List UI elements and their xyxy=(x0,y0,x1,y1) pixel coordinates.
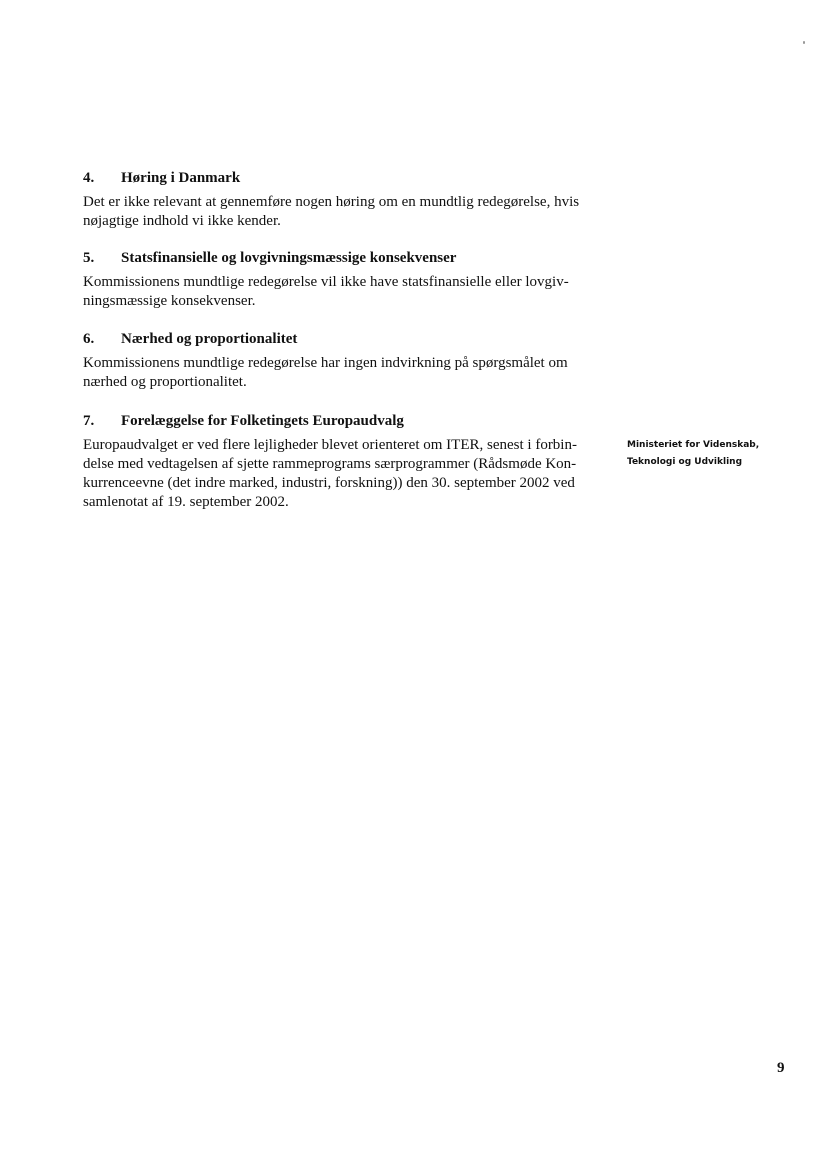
scan-speck xyxy=(803,41,805,44)
section-europaudvalg xyxy=(83,412,593,512)
section-number: 7. xyxy=(83,413,95,429)
section-hoering xyxy=(83,169,593,231)
section-heading xyxy=(83,412,593,430)
ministry-sidebar xyxy=(627,437,797,471)
section-title: Nærhed og proportionalitet xyxy=(121,331,298,347)
section-title: Forelæggelse for Folketingets Europaudvalg xyxy=(121,413,404,429)
section-number: 6. xyxy=(83,331,95,347)
section-body: Kommissionens mundtlige redegørelse har ingen indvirkning på spørgsmålet om nærhed og proportionalitet. xyxy=(83,355,568,390)
section-konsekvenser xyxy=(83,249,593,311)
section-naerhed xyxy=(83,330,593,392)
page-number: 9 xyxy=(777,1060,785,1076)
section-heading xyxy=(83,169,593,187)
section-number: 4. xyxy=(83,170,95,186)
section-number: 5. xyxy=(83,250,95,266)
section-heading xyxy=(83,249,593,267)
section-title: Høring i Danmark xyxy=(121,170,241,186)
ministry-name-line2: Teknologi og Udvikling xyxy=(627,457,743,467)
section-body: Kommissionens mundtlige redegørelse vil ikke have statsfinansielle eller lovgiv-ningsmæssige konsekvenser. xyxy=(83,274,569,309)
section-heading xyxy=(83,330,593,348)
section-body: Det er ikke relevant at gennemføre nogen høring om en mundtlig redegørelse, hvis nøjagtige indhold vi ikke kender. xyxy=(83,194,580,229)
section-title: Statsfinansielle og lovgivningsmæssige konsekvenser xyxy=(121,250,457,266)
section-body: Europaudvalget er ved flere lejligheder blevet orienteret om ITER, senest i forbin-delse med vedtagelsen af sjette rammeprograms særprogrammer (Rådsmøde Kon-kurrenceevne (det indre marked, industri, forskning)) den 30. september 2002 ved samlenotat af 19. september 2002. xyxy=(83,437,577,510)
ministry-name-line1: Ministeriet for Videnskab, xyxy=(627,440,760,450)
